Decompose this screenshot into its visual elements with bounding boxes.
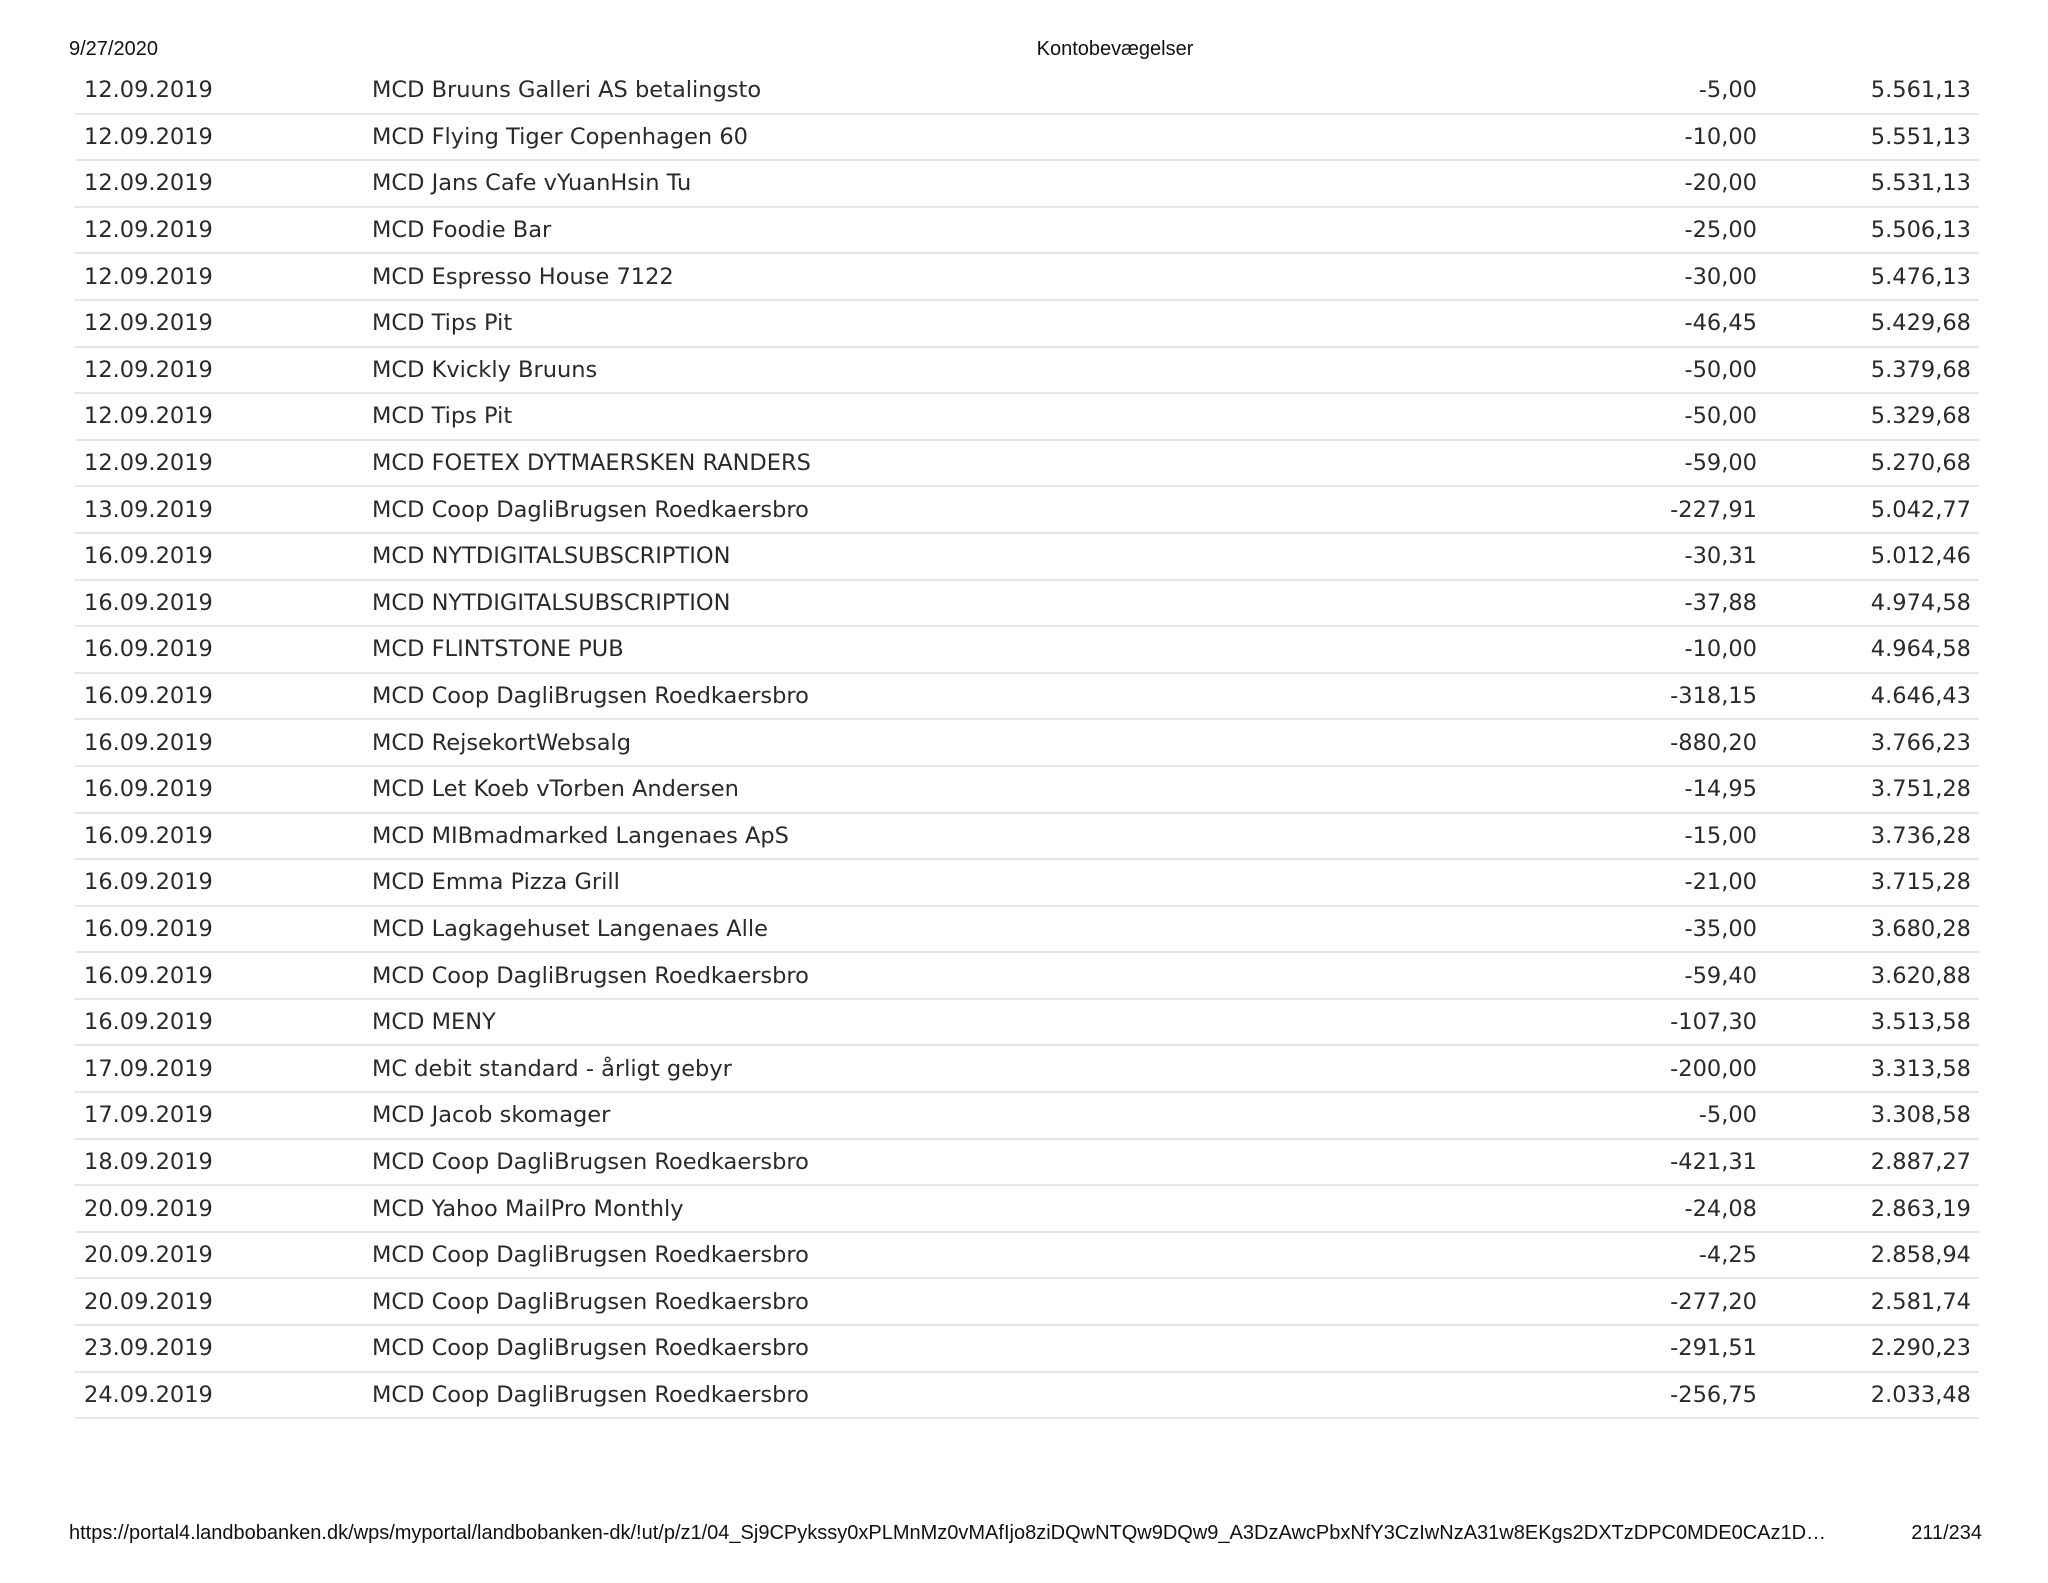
transaction-date: 20.09.2019 [75, 1232, 372, 1279]
transaction-text: MCD NYTDIGITALSUBSCRIPTION [372, 533, 1462, 580]
transaction-date: 12.09.2019 [75, 347, 372, 394]
transaction-date: 17.09.2019 [75, 1092, 372, 1139]
transaction-text: MCD Coop DagliBrugsen Roedkaersbro [372, 952, 1462, 999]
transaction-amount: -46,45 [1462, 300, 1757, 347]
transaction-amount: -50,00 [1462, 347, 1757, 394]
transaction-balance: 5.329,68 [1757, 393, 1979, 440]
transaction-amount: -15,00 [1462, 813, 1757, 860]
transaction-text: MCD Coop DagliBrugsen Roedkaersbro [372, 1372, 1462, 1419]
transaction-balance: 5.476,13 [1757, 253, 1979, 300]
transaction-text: MCD Flying Tiger Copenhagen 60 [372, 114, 1462, 161]
transaction-balance: 3.715,28 [1757, 859, 1979, 906]
transaction-date: 16.09.2019 [75, 906, 372, 953]
transaction-text: MCD Bruuns Galleri AS betalingsto [372, 67, 1462, 114]
transaction-amount: -20,00 [1462, 160, 1757, 207]
transaction-balance: 3.313,58 [1757, 1045, 1979, 1092]
transaction-amount: -50,00 [1462, 393, 1757, 440]
print-header [0, 38, 2048, 64]
transaction-balance: 3.680,28 [1757, 906, 1979, 953]
transaction-amount: -880,20 [1462, 719, 1757, 766]
transaction-amount: -59,00 [1462, 440, 1757, 487]
transaction-amount: -5,00 [1462, 67, 1757, 114]
transaction-text: MCD Coop DagliBrugsen Roedkaersbro [372, 1278, 1462, 1325]
table-row [75, 207, 1979, 254]
transaction-date: 18.09.2019 [75, 1139, 372, 1186]
transaction-text: MCD Foodie Bar [372, 207, 1462, 254]
transaction-date: 24.09.2019 [75, 1372, 372, 1419]
transaction-amount: -4,25 [1462, 1232, 1757, 1279]
page-url: https://portal4.landbobanken.dk/wps/myportal/landbobanken-dk/!ut/p/z1/04_Sj9CPykssy0xPLMnMz0vMAfIjo8ziDQwNTQw9DQw9_A3DzAwcPbxNfY3CzIwNzA31w8EKgs2DXTzDPC0MDE0CAz1D… [69, 1522, 1827, 1544]
transaction-amount: -30,31 [1462, 533, 1757, 580]
transaction-balance: 5.012,46 [1757, 533, 1979, 580]
transaction-balance: 2.887,27 [1757, 1139, 1979, 1186]
transaction-date: 12.09.2019 [75, 160, 372, 207]
transaction-balance: 2.863,19 [1757, 1185, 1979, 1232]
transaction-text: MCD FOETEX DYTMAERSKEN RANDERS [372, 440, 1462, 487]
transaction-balance: 3.751,28 [1757, 766, 1979, 813]
table-row [75, 1092, 1979, 1139]
transaction-amount: -59,40 [1462, 952, 1757, 999]
transaction-text: MCD Tips Pit [372, 300, 1462, 347]
table-row [75, 160, 1979, 207]
transaction-date: 12.09.2019 [75, 207, 372, 254]
transaction-balance: 2.290,23 [1757, 1325, 1979, 1372]
table-row [75, 999, 1979, 1046]
transaction-text: MCD Espresso House 7122 [372, 253, 1462, 300]
transaction-balance: 5.042,77 [1757, 486, 1979, 533]
table-row [75, 673, 1979, 720]
transaction-text: MCD Coop DagliBrugsen Roedkaersbro [372, 486, 1462, 533]
transaction-date: 12.09.2019 [75, 253, 372, 300]
transaction-date: 12.09.2019 [75, 67, 372, 114]
table-row [75, 859, 1979, 906]
transaction-amount: -107,30 [1462, 999, 1757, 1046]
table-row [75, 67, 1979, 114]
transaction-date: 12.09.2019 [75, 114, 372, 161]
table-row [75, 114, 1979, 161]
transaction-balance: 5.270,68 [1757, 440, 1979, 487]
table-row [75, 580, 1979, 627]
transaction-date: 16.09.2019 [75, 533, 372, 580]
transaction-date: 12.09.2019 [75, 393, 372, 440]
transaction-date: 16.09.2019 [75, 580, 372, 627]
transaction-amount: -25,00 [1462, 207, 1757, 254]
table-row [75, 906, 1979, 953]
transaction-text: MCD NYTDIGITALSUBSCRIPTION [372, 580, 1462, 627]
transaction-balance: 5.379,68 [1757, 347, 1979, 394]
transaction-amount: -24,08 [1462, 1185, 1757, 1232]
table-row [75, 393, 1979, 440]
transaction-balance: 3.513,58 [1757, 999, 1979, 1046]
transaction-date: 17.09.2019 [75, 1045, 372, 1092]
table-row [75, 1278, 1979, 1325]
print-footer [0, 1522, 2048, 1548]
transaction-text: MCD Coop DagliBrugsen Roedkaersbro [372, 673, 1462, 720]
transaction-balance: 5.506,13 [1757, 207, 1979, 254]
page-title: Kontobevægelser [1036, 38, 1194, 60]
table-row [75, 1185, 1979, 1232]
transaction-date: 16.09.2019 [75, 719, 372, 766]
transaction-amount: -256,75 [1462, 1372, 1757, 1419]
table-row [75, 1372, 1979, 1419]
page-number: 211/234 [1911, 1522, 1982, 1544]
transaction-date: 12.09.2019 [75, 300, 372, 347]
transaction-amount: -5,00 [1462, 1092, 1757, 1139]
transaction-text: MCD Yahoo MailPro Monthly [372, 1185, 1462, 1232]
transaction-amount: -200,00 [1462, 1045, 1757, 1092]
table-row [75, 766, 1979, 813]
transaction-text: MCD FLINTSTONE PUB [372, 626, 1462, 673]
transaction-text: MCD Emma Pizza Grill [372, 859, 1462, 906]
transaction-balance: 2.858,94 [1757, 1232, 1979, 1279]
transaction-text: MCD Lagkagehuset Langenaes Alle [372, 906, 1462, 953]
transaction-amount: -277,20 [1462, 1278, 1757, 1325]
transaction-text: MC debit standard - årligt gebyr [372, 1045, 1462, 1092]
transaction-text: MCD Coop DagliBrugsen Roedkaersbro [372, 1139, 1462, 1186]
transaction-text: MCD Coop DagliBrugsen Roedkaersbro [372, 1325, 1462, 1372]
table-row [75, 347, 1979, 394]
transaction-text: MCD RejsekortWebsalg [372, 719, 1462, 766]
transaction-amount: -14,95 [1462, 766, 1757, 813]
transaction-balance: 4.964,58 [1757, 626, 1979, 673]
transaction-text: MCD MIBmadmarked Langenaes ApS [372, 813, 1462, 860]
transaction-amount: -37,88 [1462, 580, 1757, 627]
transaction-amount: -291,51 [1462, 1325, 1757, 1372]
transaction-balance: 3.308,58 [1757, 1092, 1979, 1139]
transaction-amount: -421,31 [1462, 1139, 1757, 1186]
transaction-date: 16.09.2019 [75, 626, 372, 673]
transaction-balance: 5.429,68 [1757, 300, 1979, 347]
table-row [75, 813, 1979, 860]
transactions-table [75, 67, 1979, 1419]
table-row [75, 253, 1979, 300]
transaction-balance: 3.736,28 [1757, 813, 1979, 860]
transaction-text: MCD Jacob skomager [372, 1092, 1462, 1139]
table-row [75, 1325, 1979, 1372]
transactions-table-body [75, 67, 1979, 1418]
transaction-date: 23.09.2019 [75, 1325, 372, 1372]
transaction-text: MCD Kvickly Bruuns [372, 347, 1462, 394]
transaction-amount: -30,00 [1462, 253, 1757, 300]
transaction-text: MCD Coop DagliBrugsen Roedkaersbro [372, 1232, 1462, 1279]
transaction-text: MCD Tips Pit [372, 393, 1462, 440]
transaction-date: 16.09.2019 [75, 952, 372, 999]
table-row [75, 952, 1979, 999]
table-row [75, 1045, 1979, 1092]
transaction-amount: -10,00 [1462, 114, 1757, 161]
transaction-amount: -10,00 [1462, 626, 1757, 673]
transaction-balance: 3.766,23 [1757, 719, 1979, 766]
transaction-balance: 5.561,13 [1757, 67, 1979, 114]
table-row [75, 1232, 1979, 1279]
transaction-text: MCD Jans Cafe vYuanHsin Tu [372, 160, 1462, 207]
transaction-balance: 2.033,48 [1757, 1372, 1979, 1419]
table-row [75, 300, 1979, 347]
transaction-date: 12.09.2019 [75, 440, 372, 487]
transaction-amount: -21,00 [1462, 859, 1757, 906]
table-row [75, 1139, 1979, 1186]
transaction-amount: -318,15 [1462, 673, 1757, 720]
transaction-date: 16.09.2019 [75, 766, 372, 813]
transaction-balance: 2.581,74 [1757, 1278, 1979, 1325]
table-row [75, 626, 1979, 673]
transaction-date: 16.09.2019 [75, 859, 372, 906]
transaction-balance: 3.620,88 [1757, 952, 1979, 999]
table-row [75, 486, 1979, 533]
transaction-date: 16.09.2019 [75, 673, 372, 720]
transaction-date: 16.09.2019 [75, 813, 372, 860]
transaction-amount: -35,00 [1462, 906, 1757, 953]
transaction-date: 20.09.2019 [75, 1278, 372, 1325]
transaction-balance: 5.551,13 [1757, 114, 1979, 161]
transaction-text: MCD Let Koeb vTorben Andersen [372, 766, 1462, 813]
table-row [75, 719, 1979, 766]
transaction-balance: 5.531,13 [1757, 160, 1979, 207]
transaction-date: 13.09.2019 [75, 486, 372, 533]
table-row [75, 533, 1979, 580]
transaction-balance: 4.974,58 [1757, 580, 1979, 627]
transaction-date: 20.09.2019 [75, 1185, 372, 1232]
table-row [75, 440, 1979, 487]
transaction-text: MCD MENY [372, 999, 1462, 1046]
print-date: 9/27/2020 [69, 38, 158, 60]
transaction-balance: 4.646,43 [1757, 673, 1979, 720]
transaction-amount: -227,91 [1462, 486, 1757, 533]
transaction-date: 16.09.2019 [75, 999, 372, 1046]
